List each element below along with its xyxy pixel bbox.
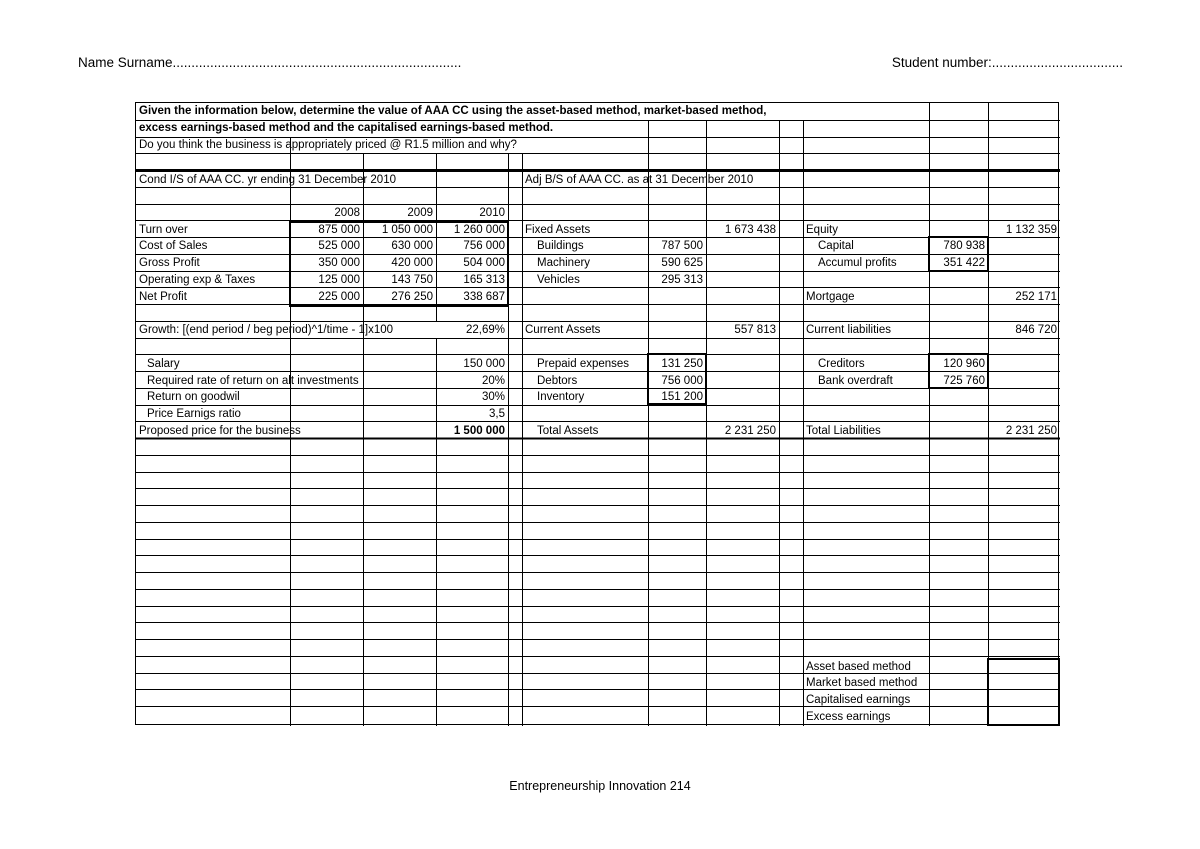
salary-value: 150 000 xyxy=(463,358,505,370)
vehicles-label: Vehicles xyxy=(537,274,580,286)
debtors-value: 756 000 xyxy=(661,375,703,387)
instruction-line-1: Given the information below, determine the value of AAA CC using the asset-based method, market-based method, xyxy=(139,105,767,117)
machinery-label: Machinery xyxy=(537,257,591,269)
spreadsheet-gridlines xyxy=(136,103,1060,726)
operating-exp-2009: 143 750 xyxy=(391,274,433,286)
inventory-label: Inventory xyxy=(537,391,585,403)
total-liabilities-value: 2 231 250 xyxy=(1005,425,1057,437)
growth-value: 22,69% xyxy=(436,322,508,338)
proposed-price-value: 1 500 000 xyxy=(453,425,505,437)
year-2009: 2009 xyxy=(407,207,433,219)
excess-earnings-label: Excess earnings xyxy=(806,711,891,723)
gross-profit-2010: 504 000 xyxy=(463,257,505,269)
name-surname-field: Name Surname............................................................................. xyxy=(78,55,462,70)
accumulated-profits-value: 351 422 xyxy=(943,257,985,269)
capitalised-earnings-label: Capitalised earnings xyxy=(806,694,911,706)
creditors-value: 120 960 xyxy=(943,358,985,370)
turnover-2009: 1 050 000 xyxy=(381,224,433,236)
mortgage-label: Mortgage xyxy=(806,291,855,303)
footer-course-title: Entrepreneurship Innovation 214 xyxy=(509,779,691,793)
turnover-2008: 875 000 xyxy=(318,224,360,236)
equity-value: 1 132 359 xyxy=(1005,224,1057,236)
fixed-assets-label: Fixed Assets xyxy=(525,224,591,236)
fixed-assets-value: 1 673 438 xyxy=(724,224,776,236)
current-assets-box xyxy=(647,353,707,405)
required-return-label: Required rate of return on alt investments xyxy=(147,375,359,387)
machinery-value: 590 625 xyxy=(661,257,703,269)
total-assets-value: 2 231 250 xyxy=(724,425,776,437)
year-2010: 2010 xyxy=(479,207,505,219)
net-profit-2010: 338 687 xyxy=(463,291,505,303)
return-goodwill-value: 30% xyxy=(481,391,505,403)
student-number-field: Student number:................................... xyxy=(891,55,1123,70)
cost-of-sales-label: Cost of Sales xyxy=(139,240,208,252)
market-based-method-label: Market based method xyxy=(806,677,918,689)
turnover-label: Turn over xyxy=(139,224,188,236)
capital-label: Capital xyxy=(818,240,854,252)
salary-label: Salary xyxy=(147,358,180,370)
operating-exp-label: Operating exp & Taxes xyxy=(139,274,256,286)
turnover-2010: 1 260 000 xyxy=(453,224,505,236)
total-assets-label: Total Assets xyxy=(537,425,599,437)
operating-exp-2010: 165 313 xyxy=(463,274,505,286)
creditors-label: Creditors xyxy=(818,358,865,370)
accumulated-profits-label: Accumul profits xyxy=(818,257,897,269)
pe-ratio-value: 3,5 xyxy=(489,408,505,420)
bank-overdraft-label: Bank overdraft xyxy=(818,375,893,387)
current-liabilities-value: 846 720 xyxy=(1015,324,1057,336)
income-figures-box xyxy=(289,221,509,307)
instruction-line-2: excess earnings-based method and the capitalised earnings-based method. xyxy=(139,122,554,134)
equity-box xyxy=(928,236,989,272)
income-statement-title: Cond I/S of AAA CC. yr ending 31 December 2010 xyxy=(139,174,396,186)
gross-profit-2009: 420 000 xyxy=(391,257,433,269)
pe-ratio-label: Price Earnigs ratio xyxy=(147,408,241,420)
asset-based-method-label: Asset based method xyxy=(806,661,911,673)
capital-value: 780 938 xyxy=(943,240,985,252)
net-profit-2009: 276 250 xyxy=(391,291,433,303)
debtors-label: Debtors xyxy=(537,375,578,387)
buildings-label: Buildings xyxy=(537,240,584,252)
proposed-price-label: Proposed price for the business xyxy=(139,425,301,437)
mortgage-value: 252 171 xyxy=(1015,291,1057,303)
inventory-value: 151 200 xyxy=(661,391,703,403)
total-liabilities-label: Total Liabilities xyxy=(806,425,881,437)
instruction-line-3: Do you think the business is appropriately priced @ R1.5 million and why? xyxy=(139,139,517,151)
method-answers-box[interactable] xyxy=(987,658,1060,726)
buildings-value: 787 500 xyxy=(661,240,703,252)
net-profit-label: Net Profit xyxy=(139,291,187,303)
bank-overdraft-value: 725 760 xyxy=(943,375,985,387)
prepaid-expenses-label: Prepaid expenses xyxy=(537,358,630,370)
growth-label: Growth: [(end period / beg period)^1/time - 1]x100 xyxy=(139,324,394,336)
liabilities-box xyxy=(928,353,989,389)
current-liabilities-label: Current liabilities xyxy=(806,324,892,336)
year-2008: 2008 xyxy=(334,207,360,219)
required-return-value: 20% xyxy=(481,375,505,387)
cost-of-sales-2008: 525 000 xyxy=(318,240,360,252)
operating-exp-2008: 125 000 xyxy=(318,274,360,286)
return-goodwill-label: Return on goodwil xyxy=(147,391,240,403)
vehicles-value: 295 313 xyxy=(661,274,703,286)
net-profit-2008: 225 000 xyxy=(318,291,360,303)
balance-sheet-title: Adj B/S of AAA CC. as at 31 December 2010 xyxy=(525,174,754,186)
valuation-spreadsheet xyxy=(135,102,1059,725)
prepaid-expenses-value: 131 250 xyxy=(661,358,703,370)
cost-of-sales-2009: 630 000 xyxy=(391,240,433,252)
gross-profit-label: Gross Profit xyxy=(139,257,200,269)
current-assets-label: Current Assets xyxy=(525,324,601,336)
current-assets-value: 557 813 xyxy=(734,324,776,336)
gross-profit-2008: 350 000 xyxy=(318,257,360,269)
equity-label: Equity xyxy=(806,224,838,236)
cost-of-sales-2010: 756 000 xyxy=(463,240,505,252)
